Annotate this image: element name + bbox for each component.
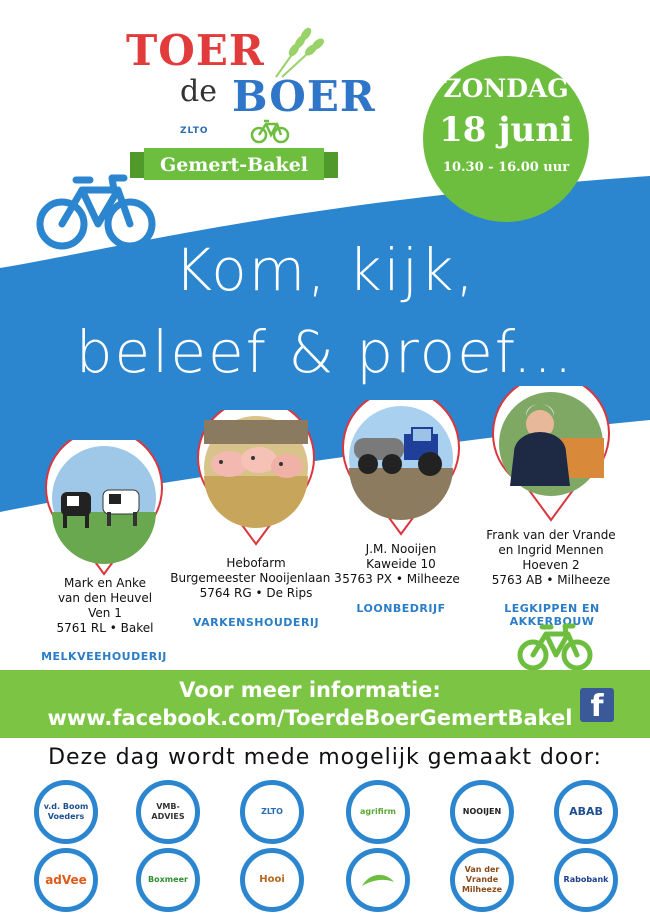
- sponsor-name: NOOIJEN: [462, 807, 502, 816]
- sponsor-logo-agrifirm: [346, 780, 410, 844]
- farm-2-details: [168, 556, 344, 601]
- farm-1-category: MELKVEEHOUDERIJ: [41, 650, 167, 663]
- facebook-link[interactable]: www.facebook.com/ToerdeBoerGemertBakel: [47, 706, 573, 730]
- farm-3-category: LOONBEDRIJF: [356, 602, 446, 615]
- farm-2-line: Burgemeester Nooijenlaan 3: [170, 571, 342, 585]
- sponsor-leaf-icon: [360, 870, 396, 890]
- logo-toer: TOER: [126, 26, 265, 75]
- farm-4-line: 5763 AB • Milheeze: [491, 573, 611, 587]
- headline-line1: Kom, kijk,: [174, 236, 476, 304]
- sponsor-name: agrifirm: [359, 807, 397, 816]
- sponsor-name: Van der Vrande Milheeze: [461, 865, 503, 894]
- farm-1-line: Ven 1: [88, 606, 122, 620]
- zlto-logo: ZLTO: [180, 126, 209, 136]
- logo-de: de: [180, 74, 217, 109]
- farm-2-line: 5764 RG • De Rips: [199, 586, 313, 600]
- farm-pin-farmer: [490, 386, 612, 522]
- sponsor-logo-van-der-vrande: [450, 848, 514, 912]
- date-day: ZONDAG: [443, 74, 569, 103]
- farm-1-line: Mark en Anke: [64, 576, 146, 590]
- farm-4-category: LEGKIPPEN EN AKKERBOUW: [504, 602, 600, 628]
- facebook-icon[interactable]: f: [580, 688, 614, 722]
- sponsor-name: VMB-ADVIES: [151, 802, 185, 821]
- farm-pin-cows: [43, 440, 165, 576]
- headline-line2: beleef & proef...: [75, 318, 575, 386]
- farm-4-details: [470, 528, 632, 588]
- sponsor-name: v.d. Boom Voeders: [43, 802, 89, 821]
- date-date: 18 juni: [439, 110, 573, 150]
- sponsor-logo-green: [346, 848, 410, 912]
- sponsor-logo-rabobank: [554, 848, 618, 912]
- farm-2-line: Hebofarm: [226, 556, 286, 570]
- sponsor-logo-vmb-advies: [136, 780, 200, 844]
- sponsor-name: Hooi: [259, 874, 285, 885]
- sponsor-name: adVee: [45, 873, 87, 887]
- sponsor-logo-abab: [554, 780, 618, 844]
- farm-3-line: J.M. Nooijen: [365, 542, 437, 556]
- farm-2-category: VARKENSHOUDERIJ: [192, 616, 320, 629]
- farm-4-line: Hoeven 2: [522, 558, 580, 572]
- info-heading: Voor meer informatie:: [179, 678, 441, 702]
- sponsor-name: Boxmeer: [148, 875, 188, 884]
- logo-location: Gemert-Bakel: [159, 154, 309, 176]
- farm-3-line: Kaweide 10: [366, 557, 436, 571]
- sponsor-logo-nooijen: [450, 780, 514, 844]
- date-time: 10.30 - 16.00 uur: [442, 160, 570, 175]
- sponsor-name: Rabobank: [563, 875, 609, 884]
- sponsor-name: ABAB: [569, 805, 603, 818]
- farm-4-line: en Ingrid Mennen: [498, 543, 604, 557]
- farm-1-line: van den Heuvel: [57, 591, 153, 605]
- sponsor-logo-boom-voeders: [34, 780, 98, 844]
- green-bicycle-icon: [516, 622, 594, 672]
- sponsor-logo-zlto: [240, 780, 304, 844]
- sponsors-title: Deze dag wordt mede mogelijk gemaakt door:: [48, 745, 602, 770]
- farm-1-line: 5761 RL • Bakel: [56, 621, 154, 635]
- logo-boer: BOER: [232, 72, 376, 121]
- sponsor-logo-hooi: [240, 848, 304, 912]
- farm-1-details: [30, 576, 180, 636]
- farm-pin-pigs: [195, 410, 317, 546]
- sponsor-name: ZLTO: [261, 807, 283, 816]
- farm-4-line: Frank van der Vrande: [486, 528, 616, 542]
- farm-pin-tractor: [340, 400, 462, 536]
- sponsor-logo-boxmeer: [136, 848, 200, 912]
- farm-3-line: 5763 PX • Milheeze: [342, 572, 460, 586]
- farm-3-details: [326, 542, 476, 587]
- small-bicycle-icon: [250, 118, 290, 144]
- sponsor-logo-advee: [34, 848, 98, 912]
